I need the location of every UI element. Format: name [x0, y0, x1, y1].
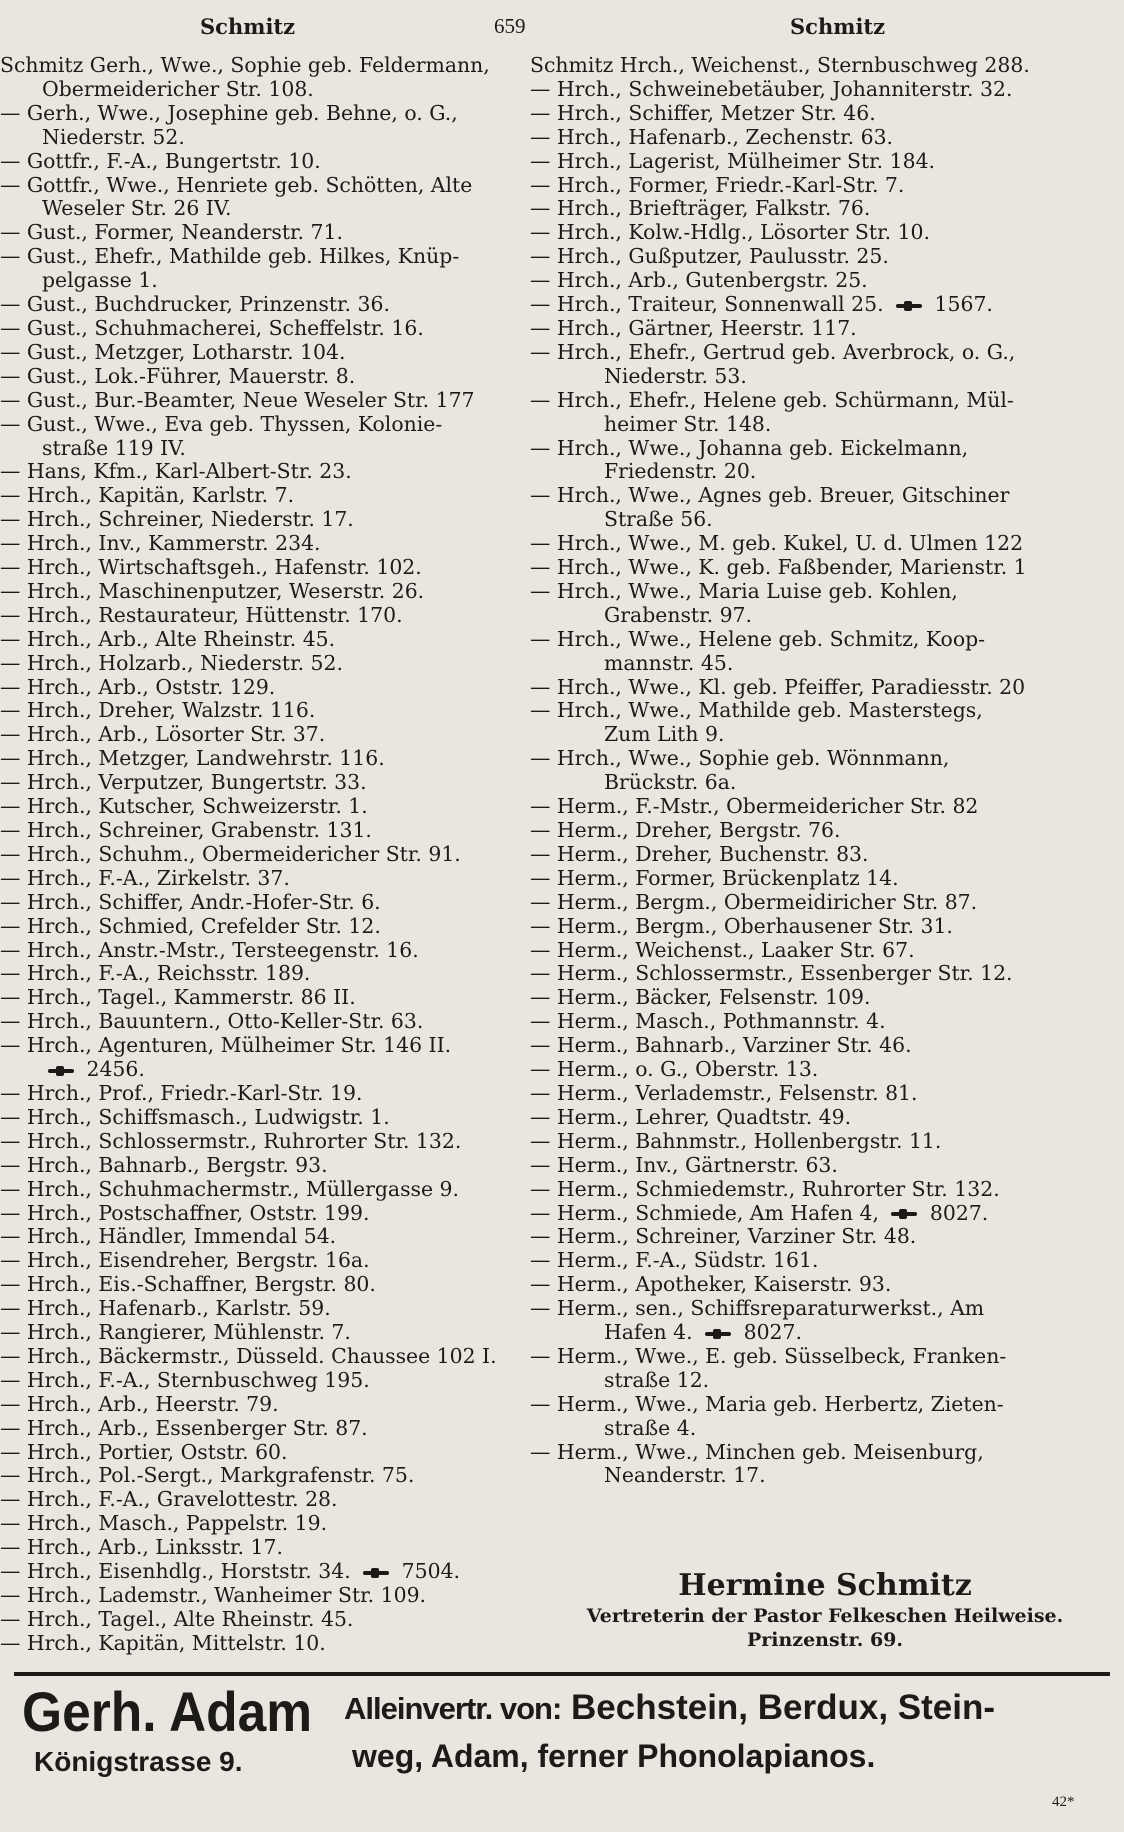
- entry-continuation: Hafen 4. 8027.: [604, 1320, 802, 1345]
- directory-entry: — Hrch., Wirtschaftsgeh., Hafenstr. 102.: [0, 555, 422, 580]
- directory-entry: — Hrch., Arb., Linksstr. 17.: [0, 1535, 283, 1560]
- directory-entry: — Hrch., Schiffer, Andr.-Hofer-Str. 6.: [0, 889, 381, 914]
- directory-entry: — Hrch., Wwe., Maria Luise geb. Kohlen,: [530, 578, 958, 603]
- adam-street: Königstrasse 9.: [34, 1746, 243, 1777]
- directory-entry: — Hrch., F.-A., Reichsstr. 189.: [0, 961, 311, 986]
- directory-entry: — Herm., Schmiedemstr., Ruhrorter Str. 132.: [530, 1176, 1000, 1201]
- directory-entry: — Hrch., Wwe., Johanna geb. Eickelmann,: [530, 435, 969, 460]
- directory-entry: — Gust., Lok.-Führer, Mauerstr. 8.: [0, 363, 356, 388]
- hermine-name: Hermine Schmitz: [678, 1568, 972, 1603]
- directory-entry: — Gust., Schuhmacherei, Scheffelstr. 16.: [0, 315, 424, 340]
- directory-entry: — Hrch., Anstr.-Mstr., Tersteegenstr. 16.: [0, 937, 419, 962]
- directory-entry: Schmitz Gerh., Wwe., Sophie geb. Feldermann,: [0, 53, 490, 77]
- directory-entry: — Herm., sen., Schiffsreparaturwerkst., Am: [530, 1296, 985, 1321]
- directory-entry: — Hrch., Wwe., Helene geb. Schmitz, Koop-: [530, 626, 986, 651]
- directory-entry: — Hrch., Rangierer, Mühlenstr. 7.: [0, 1320, 351, 1345]
- hermine-street: Prinzenstr. 69.: [746, 1629, 904, 1651]
- directory-entry: — Hrch., Postschaffner, Oststr. 199.: [0, 1200, 370, 1225]
- directory-entry: — Hrch., Bahnarb., Bergstr. 93.: [0, 1152, 328, 1177]
- directory-entry: — Hrch., Arb., Oststr. 129.: [0, 674, 276, 699]
- directory-entry: — Hrch., Eisendreher, Bergstr. 16a.: [0, 1248, 370, 1273]
- directory-entry: — Herm., Lehrer, Quadtstr. 49.: [530, 1104, 852, 1129]
- directory-entry: — Hrch., Wwe., Agnes geb. Breuer, Gitschiner: [530, 483, 1010, 508]
- directory-entry: — Hrch., Eisenhdlg., Horststr. 34. 7504.: [0, 1559, 461, 1584]
- directory-entry: — Herm., Schreiner, Varziner Str. 48.: [530, 1224, 917, 1249]
- directory-entry: — Hrch., Briefträger, Falkstr. 76.: [530, 196, 871, 221]
- entry-continuation: straße 12.: [604, 1367, 710, 1392]
- directory-entry: — Herm., Verlademstr., Felsenstr. 81.: [530, 1080, 918, 1105]
- directory-entry: — Herm., Bergm., Oberhausener Str. 31.: [530, 913, 953, 938]
- directory-entry: — Hrch., Former, Friedr.-Karl-Str. 7.: [530, 172, 905, 197]
- directory-entry: — Gust., Buchdrucker, Prinzenstr. 36.: [0, 292, 390, 317]
- hermine-advertisement: [530, 1568, 1120, 1652]
- directory-entry: — Herm., F.-Mstr., Obermeidericher Str. 82: [530, 794, 979, 819]
- directory-entry: — Hrch., Wwe., Sophie geb. Wönnmann,: [530, 746, 950, 771]
- directory-entry: — Hans, Kfm., Karl-Albert-Str. 23.: [0, 459, 352, 484]
- directory-entry: — Hrch., Bäckermstr., Düsseld. Chaussee 102 I.: [0, 1343, 497, 1368]
- directory-entry: — Hrch., Holzarb., Niederstr. 52.: [0, 650, 343, 675]
- directory-entry: — Hrch., Hafenarb., Karlstr. 59.: [0, 1296, 331, 1321]
- directory-entry: — Hrch., Schreiner, Niederstr. 17.: [0, 507, 354, 532]
- adam-name: Gerh. Adam: [22, 1680, 313, 1743]
- entry-continuation: heimer Str. 148.: [604, 411, 772, 436]
- entry-continuation: Friedenstr. 20.: [604, 459, 757, 484]
- directory-entry: — Hrch., Kapitän, Karlstr. 7.: [0, 483, 295, 508]
- directory-entry: — Hrch., Prof., Friedr.-Karl-Str. 19.: [0, 1080, 363, 1105]
- directory-entry: — Hrch., Metzger, Landwehrstr. 116.: [0, 746, 385, 771]
- directory-entry: — Gottfr., F.-A., Bungertstr. 10.: [0, 148, 321, 173]
- directory-entry: — Hrch., Schlossermstr., Ruhrorter Str. 132.: [0, 1128, 462, 1153]
- ad-divider: [14, 1672, 1110, 1676]
- telephone-icon: [705, 1329, 731, 1339]
- directory-entry: — Hrch., Schreiner, Grabenstr. 131.: [0, 818, 372, 842]
- directory-entry: — Hrch., Schmied, Crefelder Str. 12.: [0, 913, 381, 938]
- directory-entry: — Herm., Dreher, Buchenstr. 83.: [530, 841, 869, 866]
- directory-entry: — Hrch., Lademstr., Wanheimer Str. 109.: [0, 1583, 427, 1607]
- directory-entry: — Herm., Wwe., E. geb. Süsselbeck, Franken-: [530, 1343, 1007, 1368]
- adam-line-1-prefix: Alleinvertr. von:: [344, 1691, 562, 1726]
- directory-entry: — Hrch., Restaurateur, Hüttenstr. 170.: [0, 602, 403, 627]
- directory-entry: — Hrch., Maschinenputzer, Weserstr. 26.: [0, 578, 425, 603]
- entry-continuation: 2456.: [0, 1058, 526, 1082]
- directory-entry: — Hrch., Arb., Lösorter Str. 37.: [0, 722, 326, 747]
- directory-entry: — Herm., Bäcker, Felsenstr. 109.: [530, 985, 871, 1010]
- telephone-icon: [896, 301, 922, 311]
- directory-entry: — Gust., Former, Neanderstr. 71.: [0, 220, 343, 245]
- directory-entry: — Gust., Bur.-Beamter, Neue Weseler Str. 177: [0, 387, 475, 412]
- directory-entry: — Hrch., Arb., Alte Rheinstr. 45.: [0, 626, 336, 651]
- directory-entry: — Herm., Schlossermstr., Essenberger Str. 12.: [530, 961, 1013, 986]
- directory-entry: — Hrch., Traiteur, Sonnenwall 25. 1567.: [530, 292, 993, 317]
- directory-entry: Schmitz Hrch., Weichenst., Sternbuschweg 288.: [530, 53, 1030, 77]
- entry-continuation: Zum Lith 9.: [604, 722, 725, 747]
- directory-entry: — Hrch., Kutscher, Schweizerstr. 1.: [0, 794, 368, 819]
- directory-entry: — Hrch., Wwe., K. geb. Faßbender, Marienstr. 1: [530, 555, 1027, 580]
- directory-entry: — Herm., Weichenst., Laaker Str. 67.: [530, 937, 915, 962]
- directory-entry: — Hrch., Agenturen, Mülheimer Str. 146 II.: [0, 1033, 452, 1058]
- directory-entry: — Herm., Masch., Pothmannstr. 4.: [530, 1009, 886, 1034]
- entry-continuation: straße 4.: [604, 1415, 697, 1440]
- directory-entry: — Herm., o. G., Oberstr. 13.: [530, 1057, 819, 1082]
- entry-continuation: Brückstr. 6a.: [604, 770, 737, 795]
- directory-entry: — Hrch., Händler, Immendal 54.: [0, 1224, 337, 1249]
- directory-entry: — Hrch., Schuhmachermstr., Müllergasse 9.: [0, 1176, 459, 1201]
- directory-entry: — Hrch., Masch., Pappelstr. 19.: [0, 1511, 328, 1536]
- telephone-icon: [48, 1066, 74, 1076]
- directory-entry: — Hrch., Schuhm., Obermeidericher Str. 91.: [0, 841, 461, 866]
- directory-entry: — Hrch., F.-A., Sternbuschweg 195.: [0, 1367, 370, 1392]
- hermine-role: Vertreterin der Pastor Felkeschen Heilweise.: [586, 1605, 1064, 1627]
- telephone-icon: [363, 1568, 389, 1578]
- directory-entry: — Hrch., Gärtner, Heerstr. 117.: [530, 315, 857, 340]
- directory-entry: — Hrch., Kolw.-Hdlg., Lösorter Str. 10.: [530, 220, 930, 245]
- directory-entry: — Hrch., Arb., Heerstr. 79.: [0, 1391, 279, 1416]
- directory-entry: — Hrch., Schiffsmasch., Ludwigstr. 1.: [0, 1104, 390, 1129]
- directory-entry: — Herm., Bahnmstr., Hollenbergstr. 11.: [530, 1128, 942, 1153]
- directory-entry: — Hrch., Wwe., M. geb. Kukel, U. d. Ulmen 122: [530, 531, 1024, 556]
- directory-entry: — Hrch., Tagel., Kammerstr. 86 II.: [0, 985, 356, 1010]
- left-column: [0, 54, 526, 1656]
- directory-entry: — Hrch., Portier, Oststr. 60.: [0, 1439, 288, 1464]
- entry-continuation: Grabenstr. 97.: [604, 602, 753, 627]
- directory-entry: — Herm., Wwe., Minchen geb. Meisenburg,: [530, 1439, 984, 1464]
- directory-entry: — Herm., Bahnarb., Varziner Str. 46.: [530, 1033, 912, 1058]
- directory-entry: — Hrch., Arb., Gutenbergstr. 25.: [530, 268, 868, 293]
- directory-entry: — Hrch., Lagerist, Mülheimer Str. 184.: [530, 148, 936, 173]
- header-right: Schmitz: [790, 14, 886, 39]
- adam-line-1-brands: Bechstein, Berdux, Stein-: [571, 1688, 996, 1727]
- directory-entry: — Gust., Ehefr., Mathilde geb. Hilkes, Knüp-: [0, 244, 460, 269]
- entry-continuation: Obermeidericher Str. 108.: [42, 76, 314, 101]
- directory-entry: — Herm., Schmiede, Am Hafen 4, 8027.: [530, 1200, 989, 1225]
- header-left: Schmitz: [200, 14, 296, 39]
- entry-continuation: straße 119 IV.: [42, 435, 186, 460]
- directory-entry: — Herm., Inv., Gärtnerstr. 63.: [530, 1152, 838, 1177]
- directory-entry: — Hrch., Hafenarb., Zechenstr. 63.: [530, 124, 894, 149]
- entry-continuation: Straße 56.: [604, 507, 713, 532]
- directory-entry: — Hrch., Wwe., Mathilde geb. Masterstegs,: [530, 698, 983, 723]
- directory-entry: — Gottfr., Wwe., Henriete geb. Schötten, Alte: [0, 172, 473, 197]
- directory-entry: — Hrch., Gußputzer, Paulusstr. 25.: [530, 244, 889, 269]
- entry-continuation: Niederstr. 53.: [604, 363, 747, 388]
- directory-entry: — Herm., Wwe., Maria geb. Herbertz, Zieten-: [530, 1391, 1004, 1416]
- directory-entry: — Hrch., Schweinebetäuber, Johanniterstr. 32.: [530, 76, 1013, 101]
- directory-entry: — Hrch., Schiffer, Metzer Str. 46.: [530, 100, 876, 125]
- directory-entry: — Gust., Metzger, Lotharstr. 104.: [0, 339, 346, 364]
- directory-entry: — Herm., Apotheker, Kaiserstr. 93.: [530, 1272, 892, 1297]
- directory-entry: — Herm., Former, Brückenplatz 14.: [530, 865, 899, 890]
- directory-entry: — Hrch., Verputzer, Bungertstr. 33.: [0, 770, 367, 795]
- right-column: [530, 54, 1120, 1488]
- directory-entry: — Hrch., Kapitän, Mittelstr. 10.: [0, 1630, 326, 1655]
- directory-entry: — Gerh., Wwe., Josephine geb. Behne, o. G.,: [0, 100, 458, 125]
- directory-entry: — Hrch., Bauuntern., Otto-Keller-Str. 63.: [0, 1009, 424, 1034]
- directory-entry: — Hrch., Tagel., Alte Rheinstr. 45.: [0, 1606, 354, 1631]
- adam-line-2: weg, Adam, ferner Phonolapianos.: [352, 1738, 876, 1774]
- adam-line-1: [344, 1688, 995, 1728]
- directory-entry: — Hrch., Ehefr., Gertrud geb. Averbrock, o. G.,: [530, 339, 1016, 364]
- directory-entry: — Hrch., Arb., Essenberger Str. 87.: [0, 1415, 368, 1440]
- directory-entry: — Gust., Wwe., Eva geb. Thyssen, Kolonie-: [0, 411, 443, 436]
- page-number: 659: [494, 14, 526, 38]
- entry-continuation: Weseler Str. 26 IV.: [42, 196, 232, 221]
- directory-entry: — Herm., F.-A., Südstr. 161.: [530, 1248, 819, 1273]
- entry-continuation: pelgasse 1.: [42, 268, 158, 293]
- directory-entry: — Hrch., Dreher, Walzstr. 116.: [0, 698, 316, 723]
- directory-entry: — Herm., Dreher, Bergstr. 76.: [530, 818, 841, 842]
- signature-mark: 42*: [1052, 1794, 1075, 1810]
- telephone-icon: [891, 1209, 917, 1219]
- directory-entry: — Hrch., F.-A., Gravelottestr. 28.: [0, 1487, 338, 1512]
- directory-entry: — Herm., Bergm., Obermeidiricher Str. 87.: [530, 889, 978, 914]
- directory-entry: — Hrch., Eis.-Schaffner, Bergstr. 80.: [0, 1272, 376, 1297]
- entry-continuation: Neanderstr. 17.: [604, 1463, 766, 1488]
- directory-entry: — Hrch., Pol.-Sergt., Markgrafenstr. 75.: [0, 1463, 415, 1488]
- entry-continuation: Niederstr. 52.: [42, 124, 185, 149]
- directory-entry: — Hrch., F.-A., Zirkelstr. 37.: [0, 865, 290, 890]
- directory-entry: — Hrch., Wwe., Kl. geb. Pfeiffer, Paradiesstr. 20: [530, 674, 1026, 699]
- entry-continuation: mannstr. 45.: [604, 650, 734, 675]
- directory-entry: — Hrch., Inv., Kammerstr. 234.: [0, 531, 321, 556]
- directory-entry: — Hrch., Ehefr., Helene geb. Schürmann, Mül-: [530, 387, 1014, 412]
